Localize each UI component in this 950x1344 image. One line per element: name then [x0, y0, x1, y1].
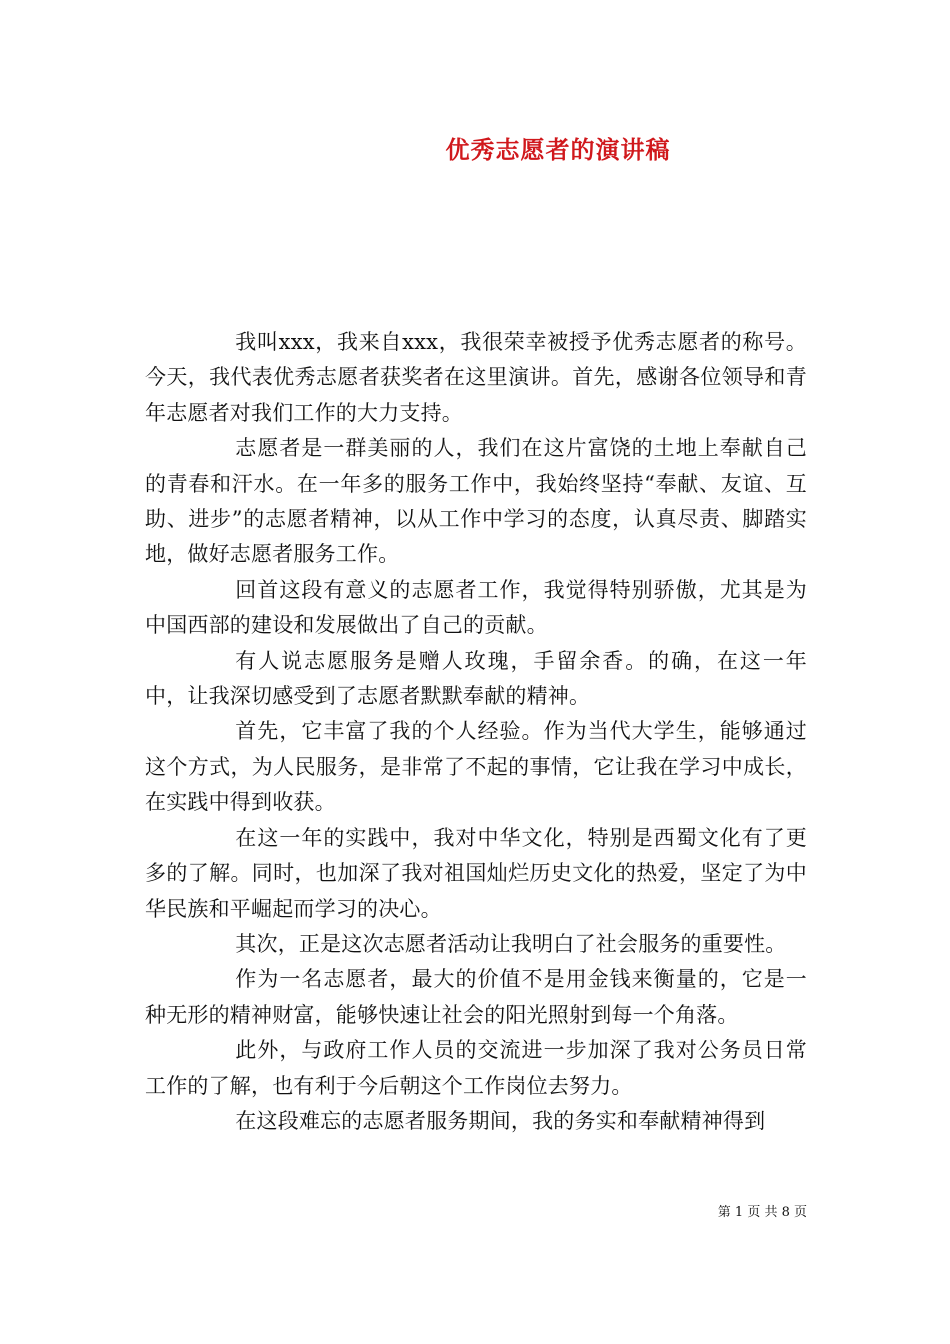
paragraph: 有人说志愿服务是赠人玫瑰，手留余香。的确，在这一年中，让我深切感受到了志愿者默默奉献的精神。 [145, 648, 807, 709]
paragraph: 我叫xxx，我来自xxx，我很荣幸被授予优秀志愿者的称号。今天，我代表优秀志愿者获奖者在这里演讲。首先，感谢各位领导和青年志愿者对我们工作的大力支持。 [145, 330, 807, 425]
paragraph: 志愿者是一群美丽的人，我们在这片富饶的土地上奉献自己的青春和汗水。在一年多的服务工作中，我始终坚持“奉献、友谊、互助、进步”的志愿者精神，以从工作中学习的态度，认真尽责、脚踏实地，做好志愿者服务工作。 [145, 436, 807, 567]
document-body [145, 325, 807, 1139]
paragraph: 在这一年的实践中，我对中华文化，特别是西蜀文化有了更多的了解。同时，也加深了我对祖国灿烂历史文化的热爱，坚定了为中华民族和平崛起而学习的决心。 [145, 825, 807, 921]
paragraph: 回首这段有意义的志愿者工作，我觉得特别骄傲，尤其是为中国西部的建设和发展做出了自己的贡献。 [145, 577, 807, 638]
page-number: 第 1 页 共 8 页 [717, 1205, 807, 1220]
paragraph: 首先，它丰富了我的个人经验。作为当代大学生，能够通过这个方式，为人民服务，是非常了不起的事情，它让我在学习中成长，在实践中得到收获。 [145, 719, 807, 815]
document-title: 优秀志愿者的演讲稿 [445, 135, 671, 164]
paragraph: 在这段难忘的志愿者服务期间，我的务实和奉献精神得到 [235, 1108, 766, 1133]
paragraph: 其次，正是这次志愿者活动让我明白了社会服务的重要性。 [235, 931, 787, 956]
paragraph: 作为一名志愿者，最大的价值不是用金钱来衡量的，它是一种无形的精神财富，能够快速让社会的阳光照射到每一个角落。 [145, 967, 807, 1027]
paragraph: 此外，与政府工作人员的交流进一步加深了我对公务员日常工作的了解，也有利于今后朝这个工作岗位去努力。 [145, 1038, 807, 1098]
